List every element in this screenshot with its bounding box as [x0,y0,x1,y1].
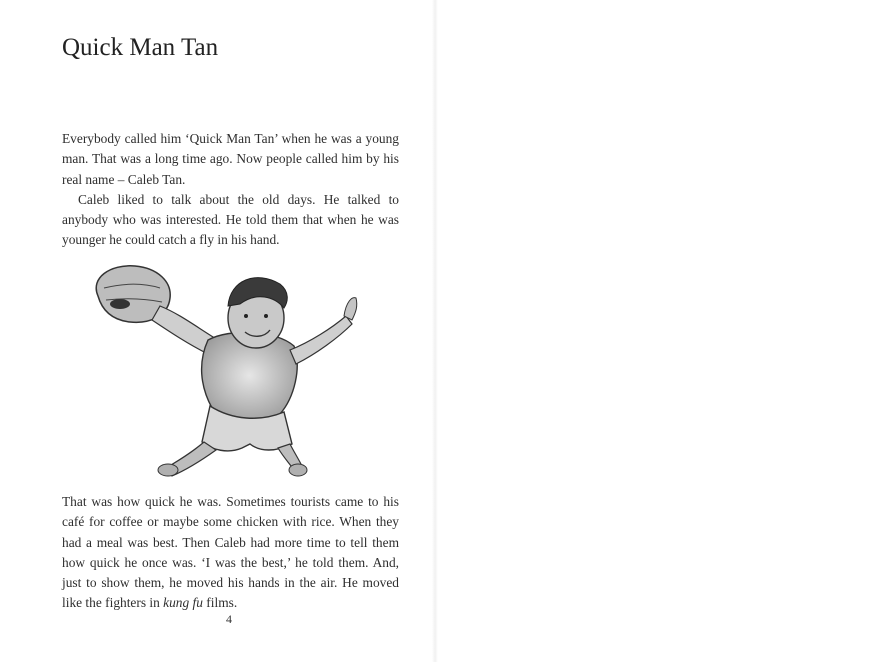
right-page [435,0,870,662]
left-text-bottom [62,492,399,614]
italic-run: kung fu [163,595,203,611]
page-number: 4 [226,612,232,626]
boy-catching-fly-illustration [80,258,365,480]
paragraph: Everybody called him ‘Quick Man Tan’ when he was a young man. That was a long time ago. Now people called him by his real name – Caleb Tan. [62,131,399,187]
paragraph: Caleb liked to talk about the old days. He talked to anybody who was interested. He told them that when he was younger he could catch a fly in his hand. [62,191,399,248]
chapter-title: Quick Man Tan [62,34,219,61]
left-text-top [62,129,399,251]
text-run: films. [202,595,238,611]
paragraph [62,492,399,614]
text-run: That was how quick he was. Sometimes tourists came to his café for coffee or maybe some chicken with rice. When they had a meal was best. Then Caleb had more time to tell them how quick he once was. ‘I was the best,’ he told them. And, just to show them, he moved his hands in the air. He moved like the fighters in [62,494,399,611]
